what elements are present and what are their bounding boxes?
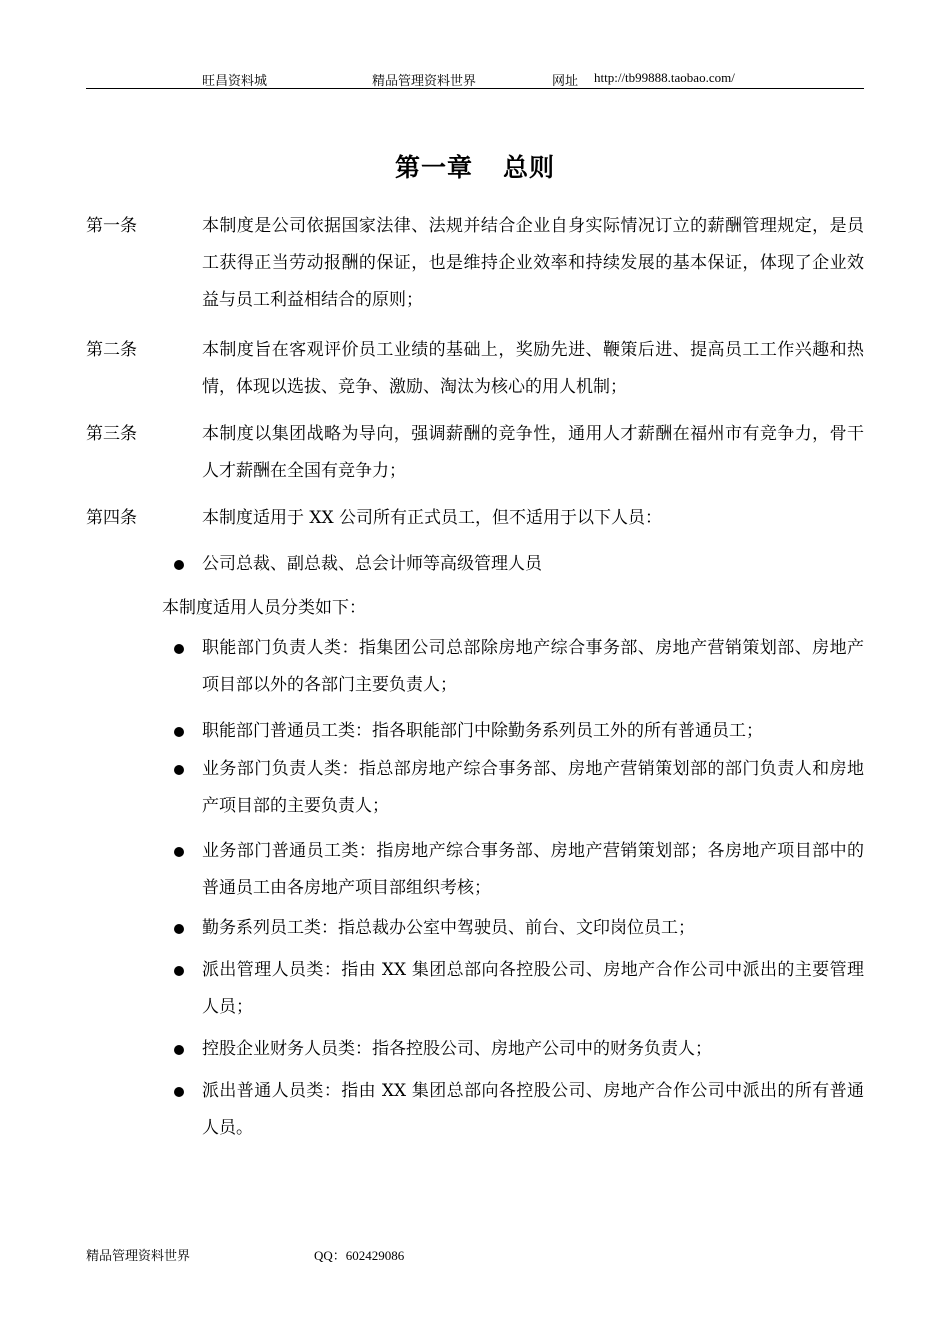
list-item-text: 职能部门负责人类：指集团公司总部除房地产综合事务部、房地产营销策划部、房地产项目部以外的各部门主要负责人；: [202, 638, 864, 695]
bullet-icon: [174, 644, 184, 654]
article-text: 本制度旨在客观评价员工业绩的基础上，奖励先进、鞭策后进、提高员工工作兴趣和热情，体现以选拔、竞争、激励、淘汰为核心的用人机制；: [202, 340, 864, 397]
chapter-name: 总则: [503, 153, 556, 182]
article-label: 第三条: [86, 424, 137, 444]
list-item-text: 业务部门负责人类：指总部房地产综合事务部、房地产营销策划部的部门负责人和房地产项目部的主要负责人；: [202, 759, 864, 816]
list-item-text: 派出管理人员类：指由 XX 集团总部向各控股公司、房地产合作公司中派出的主要管理人员；: [202, 960, 864, 1017]
list-item-text: 派出普通人员类：指由 XX 集团总部向各控股公司、房地产合作公司中派出的所有普通人员。: [202, 1081, 864, 1138]
header-site-subtitle: 精品管理资料世界: [372, 74, 477, 89]
chapter-number: 第一章: [394, 153, 473, 182]
category-list-item: [174, 751, 864, 825]
category-list-item: [174, 952, 864, 1026]
bullet-icon: [174, 727, 184, 737]
header-site-name: 旺昌资料城: [202, 74, 268, 89]
page-footer: [86, 1245, 864, 1265]
article-label: 第四条: [86, 508, 137, 528]
header-url-label: 网址: [552, 74, 579, 89]
category-list-item: [174, 833, 864, 907]
bullet-icon: [174, 847, 184, 857]
article-text: 本制度是公司依据国家法律、法规并结合企业自身实际情况订立的薪酬管理规定，是员工获得正当劳动报酬的保证，也是维持企业效率和持续发展的基本保证，体现了企业效益与员工利益相结合的原则；: [202, 216, 864, 310]
bullet-icon: [174, 966, 184, 976]
article-4: [86, 500, 864, 537]
footer-qq: QQ：602429086: [314, 1248, 405, 1263]
classification-intro: 本制度适用人员分类如下：: [162, 598, 366, 618]
bullet-icon: [174, 1087, 184, 1097]
excluded-list-item: [174, 546, 864, 583]
category-list-item: [174, 713, 864, 750]
list-item-text: 职能部门普通员工类：指各职能部门中除勤务系列员工外的所有普通员工；: [202, 721, 763, 741]
list-item-text: 勤务系列员工类：指总裁办公室中驾驶员、前台、文印岗位员工；: [202, 918, 695, 938]
article-2: [86, 332, 864, 406]
list-item-text: 控股企业财务人员类：指各控股公司、房地产公司中的财务负责人；: [202, 1039, 712, 1059]
list-item-text: 业务部门普通员工类：指房地产综合事务部、房地产营销策划部；各房地产项目部中的普通员工由各房地产项目部组织考核；: [202, 841, 864, 898]
category-list-item: [174, 1073, 864, 1147]
article-label: 第二条: [86, 340, 137, 360]
bullet-icon: [174, 765, 184, 775]
article-text: 本制度适用于 XX 公司所有正式员工，但不适用于以下人员：: [202, 508, 663, 528]
category-list-item: [174, 630, 864, 704]
article-1: [86, 208, 864, 319]
bullet-icon: [174, 560, 184, 570]
bullet-icon: [174, 924, 184, 934]
article-3: [86, 416, 864, 490]
category-list-item: [174, 1031, 864, 1068]
page-header: [86, 70, 864, 88]
footer-site-name: 精品管理资料世界: [86, 1249, 191, 1264]
article-text: 本制度以集团战略为导向，强调薪酬的竞争性，通用人才薪酬在福州市有竞争力，骨干人才薪酬在全国有竞争力；: [202, 424, 864, 481]
bullet-icon: [174, 1045, 184, 1055]
category-list-item: [174, 910, 864, 947]
header-url-link[interactable]: http://tb99888.taobao.com/: [594, 70, 735, 85]
article-label: 第一条: [86, 216, 137, 236]
list-item-text: 公司总裁、副总裁、总会计师等高级管理人员: [202, 554, 542, 574]
header-divider: [86, 88, 864, 89]
chapter-title: [0, 148, 950, 184]
